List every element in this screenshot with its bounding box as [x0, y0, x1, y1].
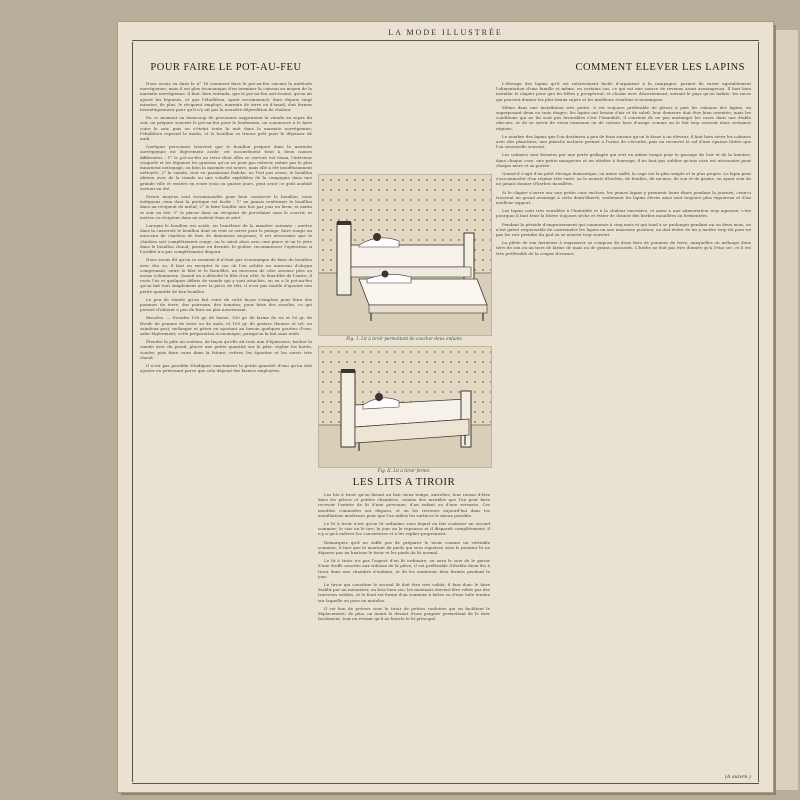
left-paragraph: Quelques personnes trouvent que le bouillon préparé dans la marmite norvégienne est légèrement acide; cet inconvénient tient à deux causes différentes : 1° le pot-au-feu en terre dont elles se servent est vieux, l'intérieur craquelé et les légumes les graisses qu'on ne peut pas enlever, même par le plus minutieux nettoyage, ou bien la marmite est neuve, mais elle a été insuffisamment nettoyée; 2° la viande, tout en paraissant fraîche, ne l'est pas assez; le bouillon obtenu avec de la viande ou une volaille expédiées de la campagne dans une grande ville et restées en route trois ou quatre jours, peut avoir ce goût acidulé surtout en été.	[140, 144, 312, 191]
right-paragraph: La pâtée de son farineuse à engraisser se compose de deux tiers de pommes de terre, auxquelles on mélange deux tiers de son ou un tiers de farine de maïs ou de grains concassés. L'herbe ne doit pas être donnée qu'à l'état sec, et il est très préférable de la couper d'avance.	[496, 240, 751, 256]
right-article-title: COMMENT ÉLEVER LES LAPINS	[575, 62, 745, 73]
right-paragraph: Même dans une installation très petite, il est toujours préférable de placer à part les cabanes des lapins, en superposant deux ou trois étages; les lapins ont besoin d'air et de soleil; leur demeure doit être bien orientée; mais les conditions qui ne lui sont pas favorables c'est l'humidité; il convient de ne pas aménager les cases dans une étable obscure, et de se servir de vieux tonneaux ou de caisses hors d'usage comme on le fait trop souvent dans certaines régions.	[496, 104, 751, 131]
left-paragraph: Divers moyens sont recommandés pour bien conserver le bouillon, nous indiquons ceux dont la pratique est facile : 1° ne jamais renfermer le bouillon dans un récipient de métal; 2° le faire bouillir une fois par jour en hiver, et matin et soir en été; 3° le placer dans un récipient de porcelaine sans le couvrir, et mettre ce récipient dans un endroit frais et aéré.	[140, 194, 312, 220]
left-paragraph: Nous avons dit qu'on ce moment il n'était pas économique de faire du bouillon avec des os; il faut en excepter le cas où l'on achète un morceau d'aloyau comprenant, entre le filet et le faux-filet, un morceau de côte osseuse plus ou moins volumineux. Quand on a détaché le filet d'un côté, le faux-filet de l'autre, il reste l'os et quelques débris de viande qui y sont attachés; on en a le pot-au-feu qu'on fait tout simplement avec la pièce de rôti; il n'est pas inutile d'ajouter une petite quantité de bon bouillon.	[140, 257, 312, 294]
right-paragraph: Quand il s'agit d'un petit élevage domestique, on mène suffit; la cage est la plus simple et la plus propre. Le lapin peut s'accommoder d'un régime très varié; on le nourrit d'herbes, de feuilles, de racines, de son et de grains, en ayant soin de ne jamais donner d'herbes mouillées.	[496, 171, 751, 187]
left-paragraph: Lorsque le bouillon est acide, on l'améliore de la manière suivante : mettre dans la casserole le bouillon dont on veut se servir pour le potage; faire rougir un morceau de charbon de bois de dimension moyenne; il est nécessaire que le charbon soit complètement rouge; on le saisit alors avec une pince et on le jette dans le bouillon chaud; passer en dernier, le goûter, recommencer l'opération si l'acidité n'a pas complètement disparu.	[140, 223, 312, 255]
left-paragraph: En ce moment on beaucoup de personnes suppriment la viande en repas du soir, on prépare souvent le pot-au-feu pour le lendemain, on commence à le faire cuire le soir, puis on s'éteint toute la nuit dans la marmite norvégienne; l'ébullition reprend le matin, et le bouillon se trouve prêt pour le déjeuner de midi.	[140, 115, 312, 142]
left-border	[132, 42, 133, 782]
right-paragraph: Le nombre des lapins que l'on destinera à peu de frais suivant qu'on le fasse à un éleveur, il faut bien aérer les cabanes avec des planchers, une planche inclinée permet à l'urine de s'écouler, puis en recouvre le sol d'une épaisse litière que l'on renouvelle souvent.	[496, 133, 751, 150]
right-paragraph: Les lapins sont très sensibles à l'humidité et à la chaleur excessive, et aussi à une alimentation trop aqueuse; c'est pourquoi il faut tenir la litière toujours sèche et éviter de donner des herbes mouillées ou fermentées.	[496, 208, 751, 219]
middle-paragraph: Le lit à tiroir n'a pas l'aspect d'un lit ordinaire; on aura le soin de le garnir d'une étoffe assortie aux rideaux de la pièce; il est préférable d'établir deux lits à tiroir dans une chambre d'enfants, et de les maintenir bien fermés pendant le jour.	[318, 558, 490, 579]
right-border	[758, 42, 759, 782]
left-paragraph: Nous avons vu dans le n° 16 comment faire le pot-au-feu suivant la méthode norvégienne; mais il est plus économique d'en terminer la cuisson au moyen de la marmite norvégienne. Il faut, bien entendu, que le pot-au-feu soit écumé, qu'on ait ajouté les légumes, et que l'ébullition, ayant recommencé, dure depuis vingt minutes; de plus, le récipient employé, marmite de terre ou d'émail, doit fermer hermétiquement pour qu'il n'y ait pas la moindre déperdition de chaleur.	[140, 81, 312, 113]
figure-2-caption: Fig. II. Lit à tiroir fermé.	[377, 468, 431, 473]
middle-paragraph: Le lit à tiroir n'est qu'un lit ordinaire sous lequel on fait coulisser un second sommier; le soir on le tire; le jour on le repousse et il disparaît complètement; il n'y a qu'à enlever les couvertures et à les replier proprement.	[318, 521, 490, 537]
newspaper-page	[118, 22, 773, 792]
middle-article-title: LES LITS A TIROIR	[352, 476, 456, 488]
right-paragraph: Si le clapier s'ouvre sur une petite cour enclose, les jeunes lapins y prennent leurs ébats pendant la journée, ceux-ci trouvent un grand avantage à cette demi-liberté; seulement les lapins élevés ainsi sont toujours plus vigoureux et d'un meilleur rapport.	[496, 189, 751, 206]
figure-2-bed-drawer-closed	[318, 346, 492, 468]
right-paragraph: Pendant la période d'engraissement qui commence à cinq mois et qui tend à se prolonger pendant un ou deux mois, on n'est guère responsable de contraindre les lapins en une mauvaise position; on doit éviter de les y mettre trop tôt pour ne pas les voir prendre du poil ou se nourrir trop souvent.	[496, 221, 751, 238]
right-paragraph: L'élevage des lapins qu'il est relativement facile d'organiser à la campagne, permet de varier agréablement l'alimentation d'une famille et même, en certains cas, ce qui est une source de revenus assez avantageuse. Il faut bien installer le clapier pour que les bêtes y prospèrent, et choisir avec discernement, suivant le pays qu'on habite, les races qui peuvent donner les plus beaux sujets et les meilleurs résultats économiques.	[496, 81, 751, 102]
to-be-continued-note: (A suivre.)	[724, 774, 751, 780]
left-paragraph: Il n'est pas possible d'indiquer exactement la petite quantité d'eau qu'on doit ajouter en pétrissant parce que cela dépend des farines employées.	[140, 362, 312, 374]
middle-paragraph: Les lits à tiroir qu'on faisait au bon vieux temps, autrefois, leur raison d'être dans les pièces et petites chambres, comme des meubles que l'on peut faire recevoir l'entrée de lit d'une personne, d'un enfant ou d'une servante. Ces meubles commodes ont disparu, et on les retrouve aujourd'hui dans les installations modernes pour que l'on utilise les surfaces le mieux possible.	[318, 492, 490, 518]
left-article	[140, 62, 312, 784]
adjacent-page-edge	[770, 30, 798, 790]
left-paragraph: Le peu de viande qu'on fait cuire de cette façon s'emploie pour faire des pommes de terre, des poireaux, des tomates; pour faire des rissoles, ce qui permet d'obtenir à peu de frais un plat nourrissant.	[140, 296, 312, 313]
figure-1-bed-drawer-open	[318, 174, 492, 336]
middle-paragraph: Remarquez qu'il ne suffit pas de préparer le tiroir comme un véritable sommier; il faut que le montant de pieds qui sera repoussé sous le premier lit ne dépasse pas en hauteur le tiroir et les pieds du lit normal.	[318, 539, 490, 556]
top-rule	[132, 40, 759, 41]
right-article	[496, 62, 751, 770]
middle-paragraph: Le tiroir qui constitue le second lit doit être très solide, il faut donc le faire établir par un menuisier, en bois bien sec; les montants doivent être reliés par des traverses solides, et le fond est formé d'un sommier à lattes ou d'une toile tendue sur laquelle on pose un matelas.	[318, 582, 490, 603]
right-paragraph: Les cabanes sont fermées par une porte grillagée qui sert en même temps pour le passage de l'air et de la lumière; dans chaque case, une petite mangeoire et un râtelier à fourrage; il ne faut pas oublier qu'une case est nécessaire pour chaque mère et sa portée.	[496, 152, 751, 168]
middle-paragraph: Il est bon de prévoir sous le tiroir de petites roulettes qui en facilitent le déplacement; de plus, on munit le devant d'une poignée permettant de le tirer facilement, tout en évitant qu'il ne heurte le lit principal.	[318, 605, 490, 622]
left-paragraph: Rissoles. — Prendre 150 gr. de farine, 100 gr. de farine de riz et 50 gr. de fécule de pomme de terre ou de maïs, et 100 gr. de graisse (beurre et sel, ou saindoux pur); mélanger et pétrir en ajoutant au besoin quelques gouttes d'eau; saler légèrement; cette préparation économique, puisqu'on la fait sans œufs.	[140, 315, 312, 336]
left-article-title: POUR FAIRE LE POT-AU-FEU	[150, 62, 302, 73]
masthead: LA MODE ILLUSTRÉE	[388, 28, 503, 37]
left-paragraph: Étendre la pâte au rouleau, de façon qu'elle ait trois mm d'épaisseur; hacher la viande avec du persil, placer une petite quantité sur la pâte, replier les bords, souder, puis faire cuire dans la friture; retirer, les égoutter et les servir très chaud.	[140, 339, 312, 360]
middle-article	[318, 492, 490, 784]
figure-1-caption: Fig. 1. Lit à tiroir permettant de coucher deux enfants	[346, 336, 462, 341]
